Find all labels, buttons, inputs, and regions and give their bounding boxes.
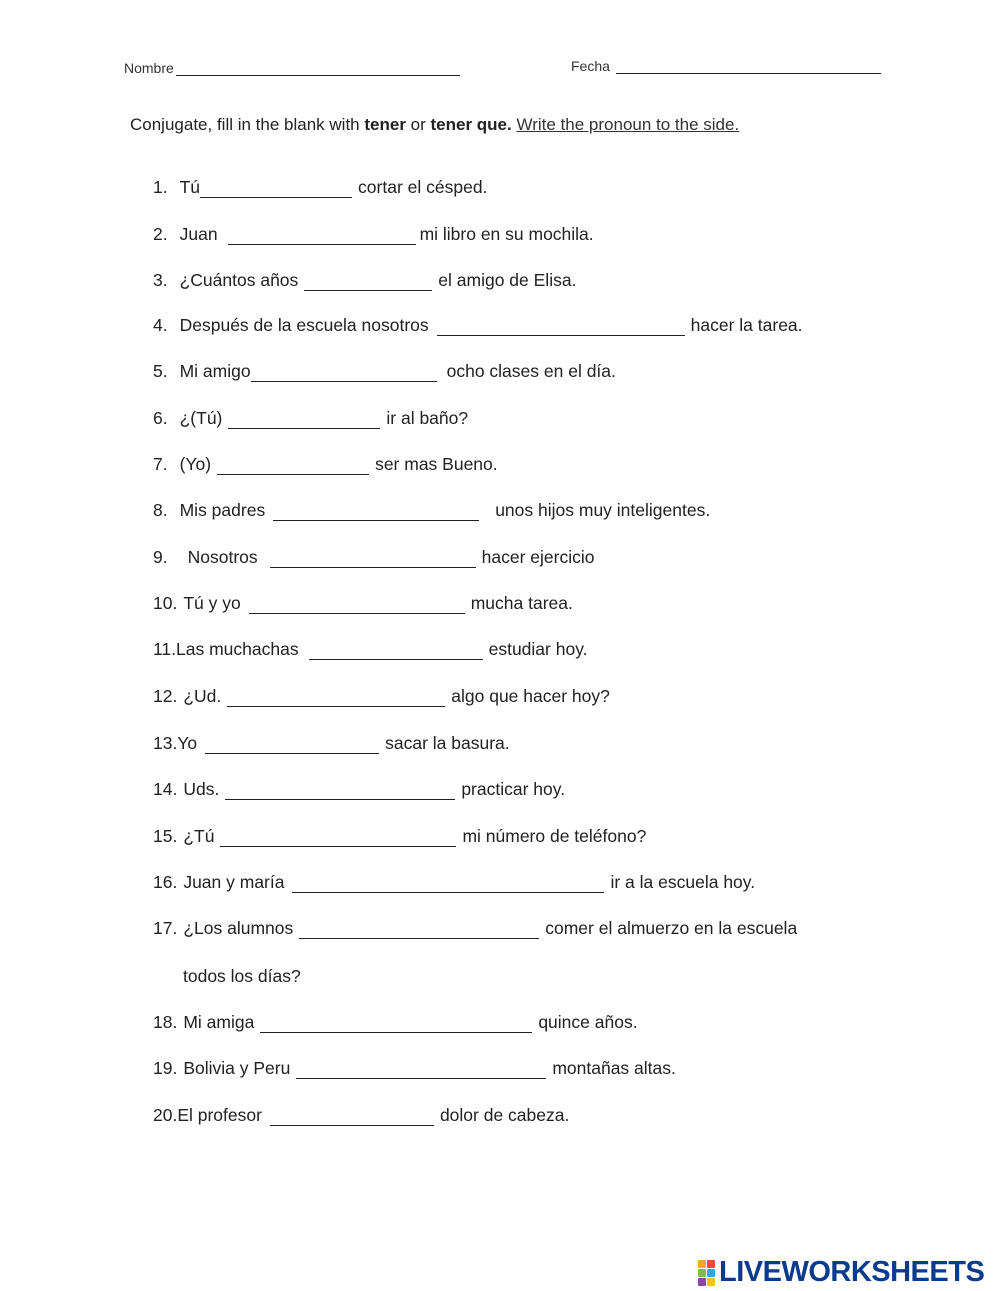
instructions-underlined: Write the pronoun to the side. — [516, 115, 740, 134]
item-4 — [153, 315, 803, 336]
item-number: 19. — [153, 1058, 178, 1078]
answer-blank[interactable] — [220, 830, 456, 847]
item-number: 5. — [153, 361, 168, 381]
item-rest: ir al baño? — [386, 408, 469, 428]
logo-square — [698, 1269, 706, 1277]
item-17-continuation — [183, 966, 301, 987]
liveworksheets-logo[interactable] — [698, 1256, 984, 1289]
item-12 — [153, 686, 610, 707]
item-prompt: Las muchachas — [176, 639, 299, 659]
item-rest-continued: todos los días? — [183, 966, 301, 986]
answer-blank[interactable] — [228, 228, 416, 245]
item-number: 8. — [153, 500, 168, 520]
logo-square — [698, 1260, 706, 1268]
item-18 — [153, 1012, 638, 1033]
answer-blank[interactable] — [299, 922, 539, 939]
item-number: 15. — [153, 826, 178, 846]
item-prompt: Yo — [177, 733, 198, 753]
item-rest: montañas altas. — [552, 1058, 676, 1078]
answer-blank[interactable] — [249, 597, 465, 614]
item-7 — [153, 454, 498, 475]
answer-blank[interactable] — [270, 551, 476, 568]
nombre-field — [124, 60, 460, 76]
answer-blank[interactable] — [251, 365, 437, 382]
item-number: 6. — [153, 408, 168, 428]
item-prompt: El profesor — [177, 1105, 262, 1125]
instructions — [130, 115, 739, 135]
item-20 — [153, 1105, 569, 1126]
item-prompt: Tú — [179, 177, 201, 197]
item-number: 14. — [153, 779, 178, 799]
item-rest: dolor de cabeza. — [439, 1105, 570, 1125]
item-prompt: ¿(Tú) — [179, 408, 223, 428]
item-number: 18. — [153, 1012, 178, 1032]
answer-blank[interactable] — [200, 181, 352, 198]
answer-blank[interactable] — [225, 783, 455, 800]
item-13 — [153, 733, 510, 754]
item-prompt: ¿Tú — [183, 826, 215, 846]
item-rest: unos hijos muy inteligentes. — [495, 500, 711, 520]
instructions-text-2: or — [405, 115, 431, 134]
instructions-bold-tener: tener — [364, 115, 406, 134]
item-rest: sacar la basura. — [385, 733, 510, 753]
item-prompt: Mi amiga — [183, 1012, 255, 1032]
item-rest: ocho clases en el día. — [446, 361, 616, 381]
item-number: 11. — [153, 639, 177, 659]
item-5 — [153, 361, 616, 382]
logo-text: LIVEWORKSHEETS — [719, 1256, 985, 1288]
item-rest: hacer la tarea. — [690, 315, 803, 335]
instructions-text-1: Conjugate, fill in the blank with — [130, 115, 365, 134]
answer-blank[interactable] — [227, 690, 445, 707]
item-16 — [153, 872, 755, 893]
item-rest: el amigo de Elisa. — [438, 270, 577, 290]
fecha-input-line[interactable] — [616, 59, 881, 74]
item-number: 16. — [153, 872, 178, 892]
item-number: 4. — [153, 315, 168, 335]
item-19 — [153, 1058, 676, 1079]
item-prompt: Después de la escuela nosotros — [179, 315, 429, 335]
item-number: 7. — [153, 454, 168, 474]
item-rest: algo que hacer hoy? — [451, 686, 610, 706]
item-rest: cortar el césped. — [358, 177, 488, 197]
item-8 — [153, 500, 710, 521]
item-rest: quince años. — [538, 1012, 638, 1032]
item-14 — [153, 779, 565, 800]
item-rest: ser mas Bueno. — [375, 454, 498, 474]
logo-square — [707, 1278, 715, 1286]
answer-blank[interactable] — [304, 274, 432, 291]
item-prompt: Mis padres — [179, 500, 266, 520]
item-2 — [153, 224, 594, 245]
item-6 — [153, 408, 468, 429]
item-rest: mucha tarea. — [470, 593, 573, 613]
fecha-label: Fecha — [571, 58, 610, 74]
item-1 — [153, 177, 487, 198]
item-prompt: Juan y maría — [183, 872, 285, 892]
item-rest: mi libro en su mochila. — [419, 224, 594, 244]
item-number: 12. — [153, 686, 178, 706]
item-number: 1. — [153, 177, 168, 197]
item-prompt: ¿Cuántos años — [179, 270, 299, 290]
item-prompt: Mi amigo — [179, 361, 251, 381]
item-number: 17. — [153, 918, 178, 938]
answer-blank[interactable] — [292, 876, 604, 893]
answer-blank[interactable] — [273, 504, 479, 521]
item-3 — [153, 270, 576, 291]
answer-blank[interactable] — [205, 737, 379, 754]
nombre-label: Nombre — [124, 60, 174, 76]
item-11 — [153, 639, 588, 660]
answer-blank[interactable] — [309, 643, 483, 660]
logo-grid-icon — [698, 1260, 715, 1286]
answer-blank[interactable] — [296, 1062, 546, 1079]
item-prompt: ¿Ud. — [183, 686, 222, 706]
item-rest: ir a la escuela hoy. — [610, 872, 756, 892]
item-number: 13. — [153, 733, 178, 753]
item-number: 2. — [153, 224, 168, 244]
answer-blank[interactable] — [217, 458, 369, 475]
instructions-bold-tener-que: tener que. — [430, 115, 512, 134]
item-number: 3. — [153, 270, 168, 290]
item-number: 20. — [153, 1105, 178, 1125]
answer-blank[interactable] — [437, 319, 685, 336]
item-number: 10. — [153, 593, 178, 613]
item-rest: hacer ejercicio — [481, 547, 595, 567]
item-15 — [153, 826, 646, 847]
logo-square — [707, 1269, 715, 1277]
item-rest: comer el almuerzo en la escuela — [545, 918, 798, 938]
logo-square — [698, 1278, 706, 1286]
logo-square — [707, 1260, 715, 1268]
answer-blank[interactable] — [270, 1109, 434, 1126]
item-number: 9. — [153, 547, 168, 567]
item-prompt: Uds. — [183, 779, 220, 799]
item-rest: practicar hoy. — [461, 779, 566, 799]
item-17 — [153, 918, 797, 939]
item-rest: mi número de teléfono? — [462, 826, 647, 846]
item-10 — [153, 593, 573, 614]
item-9 — [153, 547, 594, 568]
item-prompt: Bolivia y Peru — [183, 1058, 291, 1078]
answer-blank[interactable] — [260, 1016, 532, 1033]
item-prompt: (Yo) — [179, 454, 212, 474]
item-rest: estudiar hoy. — [488, 639, 588, 659]
fecha-field — [571, 58, 881, 74]
item-prompt: Tú y yo — [183, 593, 241, 613]
item-prompt: ¿Los alumnos — [183, 918, 294, 938]
item-prompt: Juan — [179, 224, 218, 244]
item-prompt: Nosotros — [187, 547, 258, 567]
answer-blank[interactable] — [228, 412, 380, 429]
nombre-input-line[interactable] — [176, 61, 460, 76]
